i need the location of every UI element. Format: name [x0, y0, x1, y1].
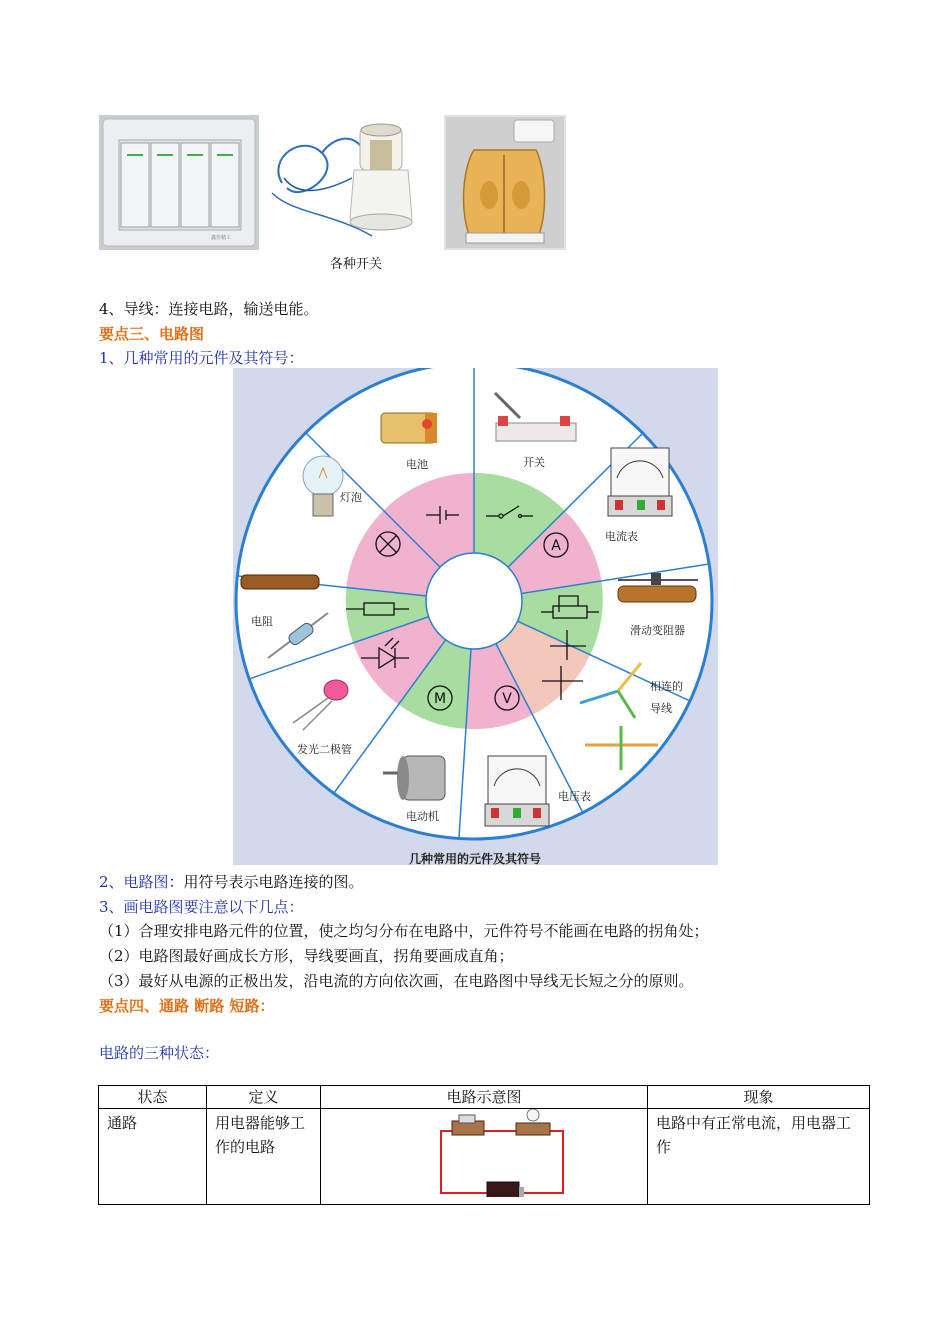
cell-definition: 用电器能够工作的电路 [207, 1109, 321, 1205]
label-switch: 开关 [523, 456, 545, 469]
states-title: 电路的三种状态： [99, 1044, 220, 1062]
components-wheel-figure [233, 368, 718, 865]
header-state: 状态 [99, 1086, 207, 1109]
label-ammeter: 电流表 [605, 530, 638, 543]
ammeter-illustration [608, 448, 672, 516]
label-led: 发光二极管 [297, 743, 352, 756]
item-1-title: 1、几种常用的元件及其符号： [99, 349, 304, 367]
knife-switch-photo [444, 115, 566, 250]
header-phenomenon: 现象 [648, 1086, 870, 1109]
label-connected-wires-1: 相连的 [650, 680, 683, 693]
label-connected-wires-2: 导线 [650, 702, 672, 715]
section-3-title: 要点三、电路图 [99, 325, 205, 343]
lamp-socket-photo [262, 118, 440, 253]
cell-state: 通路 [99, 1109, 207, 1205]
ammeter-symbol-letter: A [551, 538, 561, 554]
item-3-title: 3、画电路图要注意以下几点： [99, 898, 304, 916]
item-2-definition: ：用符号表示电路连接的图。 [168, 873, 364, 891]
wall-switch-photo [99, 115, 259, 250]
label-bulb: 灯泡 [340, 491, 362, 504]
table-header-row [99, 1086, 870, 1109]
voltmeter-illustration [485, 756, 549, 826]
motor-symbol-letter: M [433, 691, 447, 707]
label-battery: 电池 [406, 458, 428, 471]
header-definition: 定义 [207, 1086, 321, 1109]
battery-illustration [381, 413, 437, 443]
item-2-term: 2、电路图 [99, 873, 169, 891]
label-voltmeter: 电压表 [558, 790, 591, 803]
item-2 [99, 872, 364, 892]
label-rheostat: 滑动变阻器 [630, 624, 685, 637]
label-motor: 电动机 [406, 810, 439, 823]
closed-circuit-diagram [321, 1109, 647, 1197]
point-1: （1）合理安排电路元件的位置，使之均匀分布在电路中，元件符号不能画在电路的拐角处； [99, 922, 709, 940]
cell-diagram [321, 1109, 648, 1205]
cell-phenomenon: 电路中有正常电流，用电器工作 [648, 1109, 870, 1205]
point-3: （3）最好从电源的正极出发，沿电流的方向依次画，在电路图中导线无长短之分的原则。 [99, 972, 694, 990]
wall-switch-brand: 鑫佳精工 [211, 235, 232, 241]
header-diagram: 电路示意图 [321, 1086, 648, 1109]
wheel-caption: 几种常用的元件及其符号 [408, 852, 542, 865]
switches-caption: 各种开关 [330, 257, 383, 272]
point-2: （2）电路图最好画成长方形，导线要画直，拐角要画成直角； [99, 947, 514, 965]
section-4-title: 要点四、通路 断路 短路： [99, 997, 275, 1015]
voltmeter-symbol-letter: V [502, 691, 512, 707]
wire-description: 4、导线：连接电路，输送电能。 [99, 300, 319, 318]
label-resistor: 电阻 [251, 615, 273, 628]
table-row [99, 1109, 870, 1205]
circuit-states-table [98, 1085, 870, 1205]
